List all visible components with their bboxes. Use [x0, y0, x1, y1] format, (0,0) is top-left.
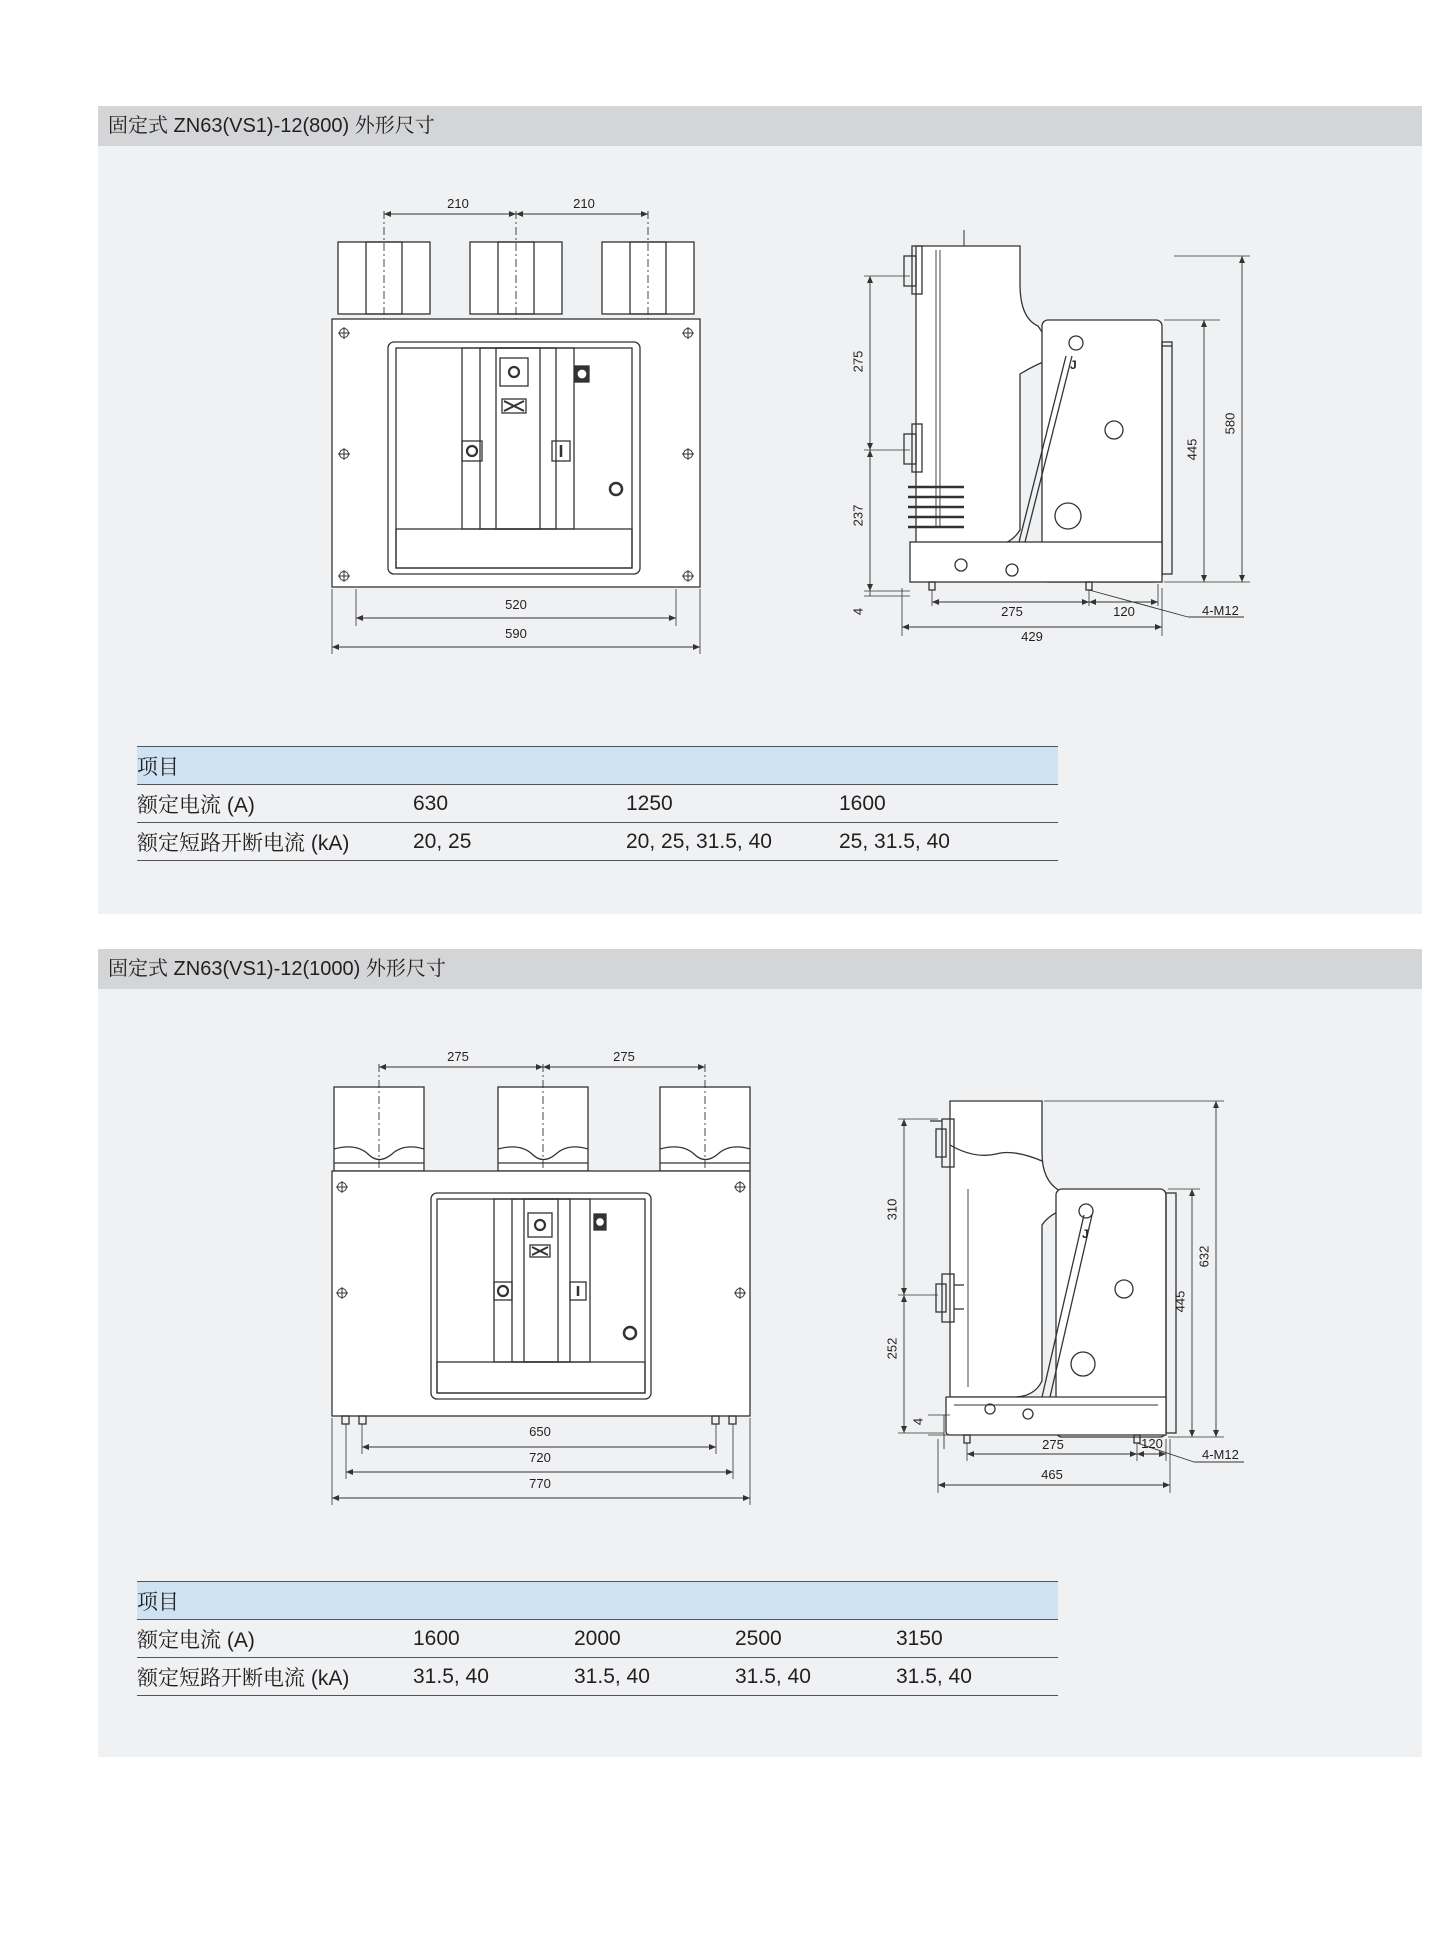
table-cell: 31.5, 40 [735, 1658, 896, 1696]
table-cell: 25, 31.5, 40 [839, 823, 1058, 861]
svg-text:J: J [1070, 358, 1077, 372]
dim-label: 252 [884, 1337, 900, 1360]
dim-label: 445 [1172, 1290, 1188, 1313]
table-cell: 31.5, 40 [574, 1658, 735, 1696]
table-row [137, 1658, 1058, 1696]
table-cell: 20, 25 [413, 823, 626, 861]
dim-label: 210 [447, 196, 469, 211]
dim-label: 580 [1222, 412, 1238, 435]
dim-label: 4-M12 [1202, 603, 1239, 618]
table-header-row [137, 1582, 1058, 1620]
table-cell: 630 [413, 785, 626, 823]
table-row [137, 1620, 1058, 1658]
dim-label: 210 [573, 196, 595, 211]
side-view-drawing-800 [98, 106, 1422, 806]
dim-label: 275 [1001, 604, 1023, 619]
dim-label: 310 [884, 1198, 900, 1221]
table-header-row [137, 747, 1058, 785]
table-cell: 31.5, 40 [896, 1658, 1058, 1696]
dim-label: 770 [529, 1476, 551, 1491]
dim-label: 275 [850, 350, 866, 373]
row-label: 额定短路开断电流 (kA) [137, 823, 413, 861]
dim-label: 120 [1113, 604, 1135, 619]
dim-label: 4 [850, 607, 866, 616]
dim-label: 237 [850, 504, 866, 527]
section-title: 固定式 ZN63(VS1)-12(1000) 外形尺寸 [98, 949, 1422, 989]
table-cell: 1250 [626, 785, 839, 823]
table-cell: 31.5, 40 [413, 1658, 574, 1696]
row-label: 额定短路开断电流 (kA) [137, 1658, 413, 1696]
table-row [137, 785, 1058, 823]
table-row [137, 823, 1058, 861]
dim-label: 275 [613, 1049, 635, 1064]
spec-table-800 [137, 746, 1058, 861]
dim-label: 275 [447, 1049, 469, 1064]
dim-label: 650 [529, 1424, 551, 1439]
table-cell: 2000 [574, 1620, 735, 1658]
dim-label: 275 [1042, 1437, 1064, 1452]
table-header: 项目 [137, 1582, 413, 1620]
dim-label: 720 [529, 1450, 551, 1465]
table-cell: 1600 [413, 1620, 574, 1658]
dim-label: 4-M12 [1202, 1447, 1239, 1462]
dim-label: 445 [1184, 438, 1200, 461]
spec-table-1000 [137, 1581, 1058, 1696]
table-header: 项目 [137, 747, 413, 785]
table-cell: 3150 [896, 1620, 1058, 1658]
dim-label: 429 [1021, 629, 1043, 644]
table-cell: 2500 [735, 1620, 896, 1658]
dim-label: 4 [910, 1417, 926, 1426]
row-label: 额定电流 (A) [137, 1620, 413, 1658]
dim-label: 120 [1141, 1436, 1163, 1451]
dim-label: 520 [505, 597, 527, 612]
section-title: 固定式 ZN63(VS1)-12(800) 外形尺寸 [98, 106, 1422, 146]
table-cell: 20, 25, 31.5, 40 [626, 823, 839, 861]
section-800 [98, 106, 1422, 914]
dim-label: 465 [1041, 1467, 1063, 1482]
row-label: 额定电流 (A) [137, 785, 413, 823]
dim-label: 632 [1196, 1245, 1212, 1268]
section-1000 [98, 949, 1422, 1757]
dim-label: 590 [505, 626, 527, 641]
side-view-drawing-1000 [98, 949, 1422, 1649]
svg-text:J: J [1082, 1227, 1089, 1241]
table-cell: 1600 [839, 785, 1058, 823]
